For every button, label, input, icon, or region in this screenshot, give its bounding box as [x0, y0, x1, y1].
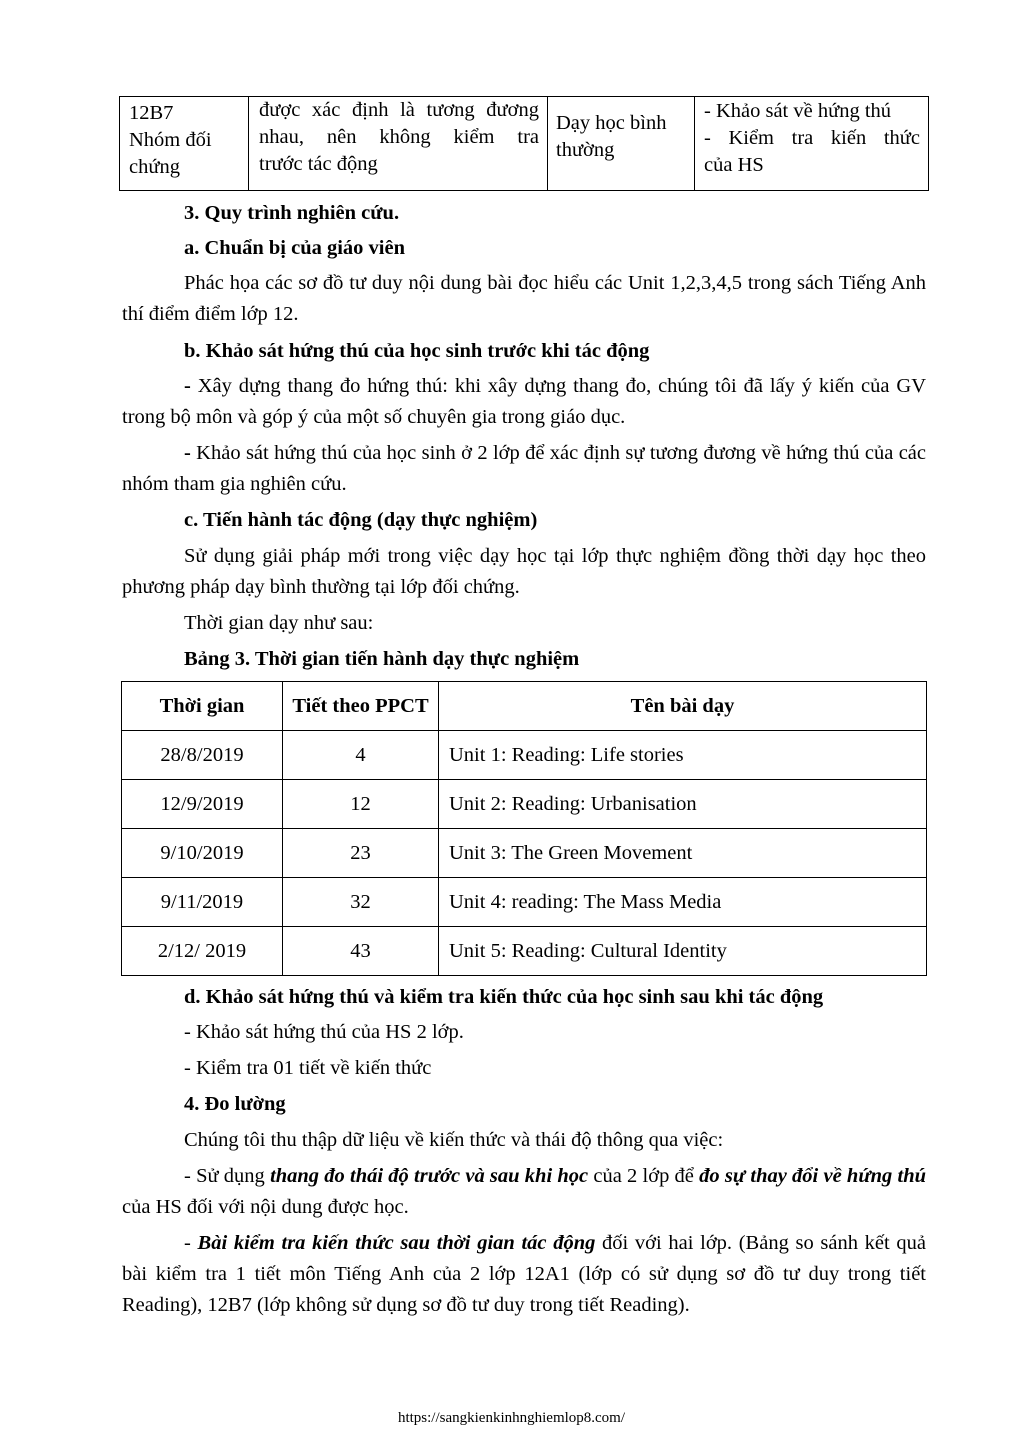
cell-date: 9/10/2019	[122, 829, 283, 878]
section-b-item-2	[122, 438, 926, 500]
text-run: -	[184, 1232, 198, 1254]
section-4-item-1	[122, 1161, 926, 1223]
section-a-text: Phác họa các sơ đồ tư duy nội dung bài đọc hiểu các Unit 1,2,3,4,5 trong sách Tiếng Anh thí điểm điểm lớp 12.	[122, 272, 926, 325]
cell-lesson: Unit 3: The Green Movement	[439, 829, 927, 878]
cell-period: 32	[283, 878, 439, 927]
cell-line: 12B7	[129, 102, 174, 124]
cell-line: được xác định là tương đương	[259, 99, 539, 121]
section-c-heading: c. Tiến hành tác động (dạy thực nghiệm)	[184, 509, 538, 531]
cell-line: chứng	[129, 156, 180, 178]
table-cell	[120, 97, 249, 191]
section-3-heading: 3. Quy trình nghiên cứu.	[184, 202, 400, 224]
cell-line: Dạy học bình	[556, 112, 667, 134]
footer-url: https://sangkienkinhnghiemlop8.com/	[397, 1410, 626, 1426]
cell-period: 23	[283, 829, 439, 878]
cell-line: nhau, nên không kiểm tra	[259, 126, 539, 148]
table-caption: Bảng 3. Thời gian tiến hành dạy thực nghiệm	[184, 648, 580, 670]
section-4-item-2	[122, 1228, 926, 1321]
header-period: Tiết theo PPCT	[283, 682, 439, 731]
table-row	[120, 97, 929, 191]
cell-lesson: Unit 4: reading: The Mass Media	[439, 878, 927, 927]
table-cell	[249, 97, 548, 191]
cell-date: 28/8/2019	[122, 731, 283, 780]
emphasis-run: Bài kiểm tra kiến thức sau thời gian tác động	[197, 1232, 596, 1254]
table-row	[122, 780, 927, 829]
cell-period: 4	[283, 731, 439, 780]
cell-date: 2/12/ 2019	[122, 927, 283, 976]
table-row	[122, 878, 927, 927]
cell-line: trước tác động	[259, 153, 378, 175]
table-cell	[695, 97, 929, 191]
table-header-row	[122, 682, 927, 731]
group-table	[119, 96, 929, 191]
section-c-time: Thời gian dạy như sau:	[184, 612, 374, 634]
emphasis-run: thang đo thái độ trước và sau khi học	[270, 1165, 589, 1187]
cell-date: 12/9/2019	[122, 780, 283, 829]
table-row	[122, 829, 927, 878]
section-d-heading: d. Khảo sát hứng thú và kiểm tra kiến thức của học sinh sau khi tác động	[184, 986, 824, 1008]
text-run: - Sử dụng	[184, 1165, 271, 1187]
dash: -	[184, 442, 191, 464]
section-4-intro: Chúng tôi thu thập dữ liệu về kiến thức và thái độ thông qua việc:	[184, 1129, 724, 1151]
cell-line: của HS	[704, 154, 764, 176]
cell-line: thường	[556, 139, 615, 161]
cell-period: 43	[283, 927, 439, 976]
section-a-heading: a. Chuẩn bị của giáo viên	[184, 237, 405, 259]
text-run: đối với hai lớp. (Bảng so sánh kết quả bài kiểm tra 1 tiết môn Tiếng Anh của 2 lớp 12A1 (lớp có sử dụng sơ đồ tư duy trong tiết Reading), 12B7 (lớp không sử dụng sơ đồ tư duy trong tiết Reading).	[122, 1232, 927, 1316]
item-text: Xây dựng thang đo hứng thú: khi xây dựng thang đo, chúng tôi đã lấy ý kiến của GV trong bộ môn và góp ý của một số chuyên gia trong giáo dục.	[122, 375, 926, 428]
dash: -	[184, 375, 191, 397]
emphasis-run: đo sự thay đổi về hứng thú	[699, 1165, 926, 1187]
item-text: Khảo sát hứng thú của học sinh ở 2 lớp để xác định sự tương đương về hứng thú của các nhóm tham gia nghiên cứu.	[122, 442, 926, 495]
cell-line: - Kiểm tra kiến thức	[704, 127, 920, 149]
header-lesson: Tên bài dạy	[439, 682, 927, 731]
section-d-item-2: - Kiểm tra 01 tiết về kiến thức	[184, 1057, 432, 1079]
cell-line: - Khảo sát về hứng thú	[704, 100, 892, 122]
cell-lesson: Unit 5: Reading: Cultural Identity	[439, 927, 927, 976]
cell-lesson: Unit 1: Reading: Life stories	[439, 731, 927, 780]
table-cell	[548, 97, 695, 191]
cell-period: 12	[283, 780, 439, 829]
cell-lesson: Unit 2: Reading: Urbanisation	[439, 780, 927, 829]
section-b-heading: b. Khảo sát hứng thú của học sinh trước khi tác động	[184, 340, 650, 362]
text-run: của 2 lớp để	[588, 1165, 700, 1187]
section-d-item-1: - Khảo sát hứng thú của HS 2 lớp.	[184, 1021, 464, 1043]
section-b-item-1	[122, 371, 926, 433]
cell-line: Nhóm đối	[129, 129, 212, 151]
text-run: của HS đối với nội dung được học.	[122, 1196, 409, 1218]
table-row	[122, 731, 927, 780]
section-4-heading: 4. Đo lường	[184, 1093, 286, 1115]
schedule-table	[121, 681, 927, 976]
section-c-text: Sử dụng giải pháp mới trong việc dạy học tại lớp thực nghiệm đồng thời dạy học theo phương pháp dạy bình thường tại lớp đối chứng.	[122, 545, 926, 598]
header-time: Thời gian	[122, 682, 283, 731]
cell-date: 9/11/2019	[122, 878, 283, 927]
table-row	[122, 927, 927, 976]
